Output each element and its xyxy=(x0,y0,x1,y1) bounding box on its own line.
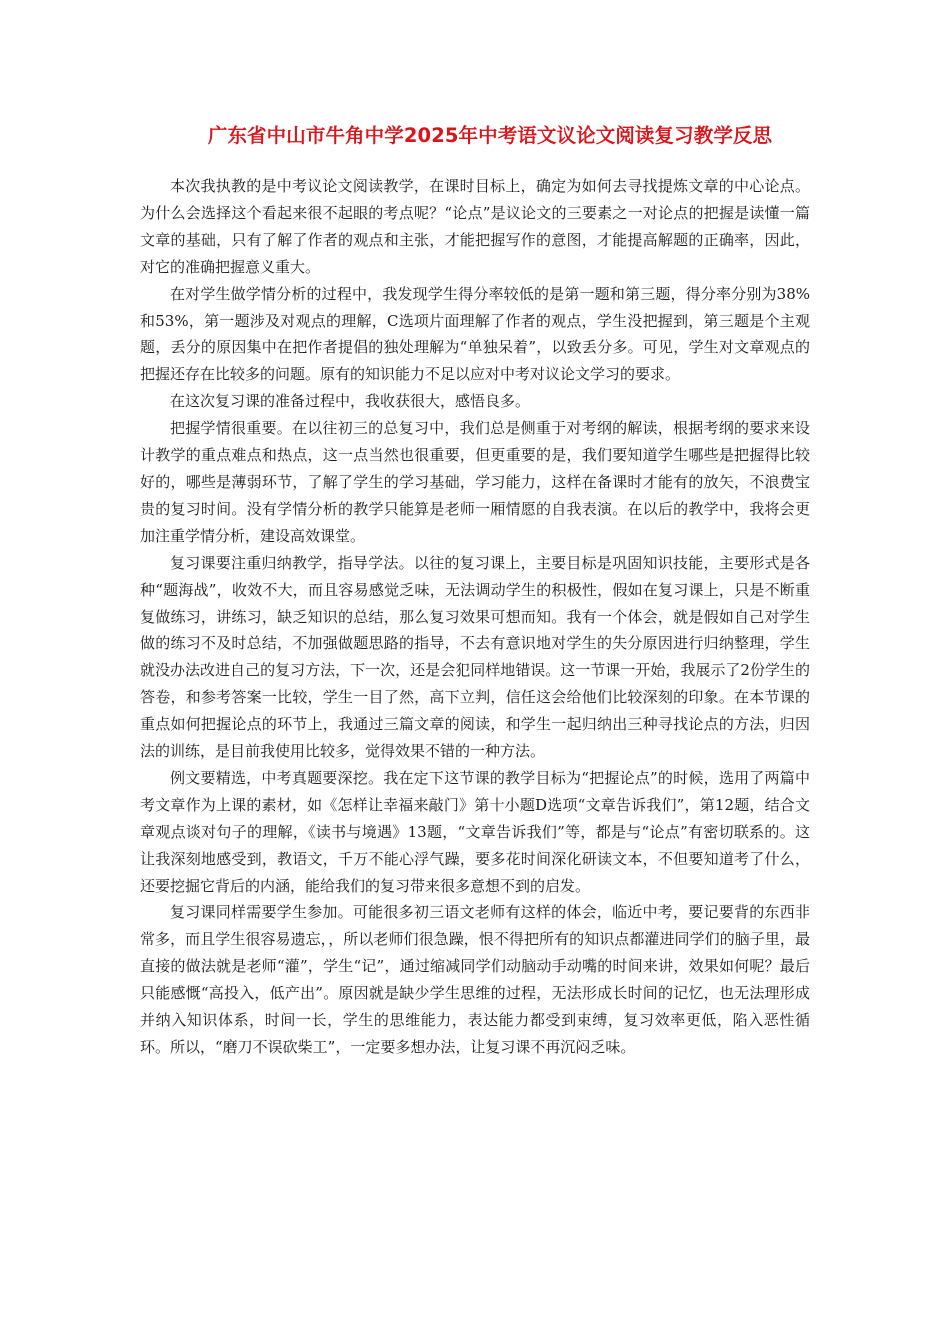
document-title: 广东省中山市牛角中学2025年中考语文议论文阅读复习教学反思 xyxy=(207,124,773,147)
paragraph-7: 复习课同样需要学生参加。可能很多初三语文老师有这样的体会，临近中考，要记要背的东西非常多，而且学生很容易遗忘，，所以老师们很急躁，恨不得把所有的知识点都灌进同学们的脑子里，最直接的做法就是老师“灌”，学生“记”，通过缩减同学们动脑动手动嘴的时间来讲，效果如何呢？最后只能感慨“高投入，低产出”。原因就是缺少学生思维的过程，无法形成长时间的记忆，也无法理形成并纳入知识体系，时间一长，学生的思维能力，表达能力都受到束缚，复习效率更低，陷入恶性循环。所以，“磨刀不误砍柴工”，一定要多想办法，让复习课不再沉闷乏味。 xyxy=(140,903,810,1056)
document-body xyxy=(140,173,810,1061)
paragraph-1: 本次我执教的是中考议论文阅读教学，在课时目标上，确定为如何去寻找提炼文章的中心论点。为什么会选择这个看起来很不起眼的考点呢？“论点”是议论文的三要素之一对论点的把握是读懂一篇文章的基础，只有了解了作者的观点和主张，才能把握写作的意图，才能提高解题的正确率，因此，对它的准确把握意义重大。 xyxy=(140,177,810,276)
paragraph-2: 在对学生做学情分析的过程中，我发现学生得分率较低的是第一题和第三题，得分率分别为38%和53%，第一题涉及对观点的理解，C选项片面理解了作者的观点，学生没把握到，第三题是个主观题，丢分的原因集中在把作者提倡的独处理解为“单独呆着”，以致丢分多。可见，学生对文章观点的把握还存在比较多的问题。原有的知识能力不足以应对中考对议论文学习的要求。 xyxy=(140,284,810,384)
paragraph-3: 在这次复习课的准备过程中，我收获很大，感悟良多。 xyxy=(170,392,531,411)
paragraph-6: 例文要精选，中考真题要深挖。我在定下这节课的教学目标为“把握论点”的时候，选用了两篇中考文章作为上课的素材，如《怎样让幸福来敲门》第十小题D选项“文章告诉我们”，第12题，结合文章观点谈对句子的理解，《读书与境遇》13题，“文章告诉我们”等，都是与“论点”有密切联系的。这让我深刻地感受到，教语文，千万不能心浮气躁，要多花时间深化研读文本，不但要知道考了什么，还要挖掘它背后的内涵，能给我们的复习带来很多意想不到的启发。 xyxy=(140,768,810,895)
paragraph-4: 把握学情很重要。在以往初三的总复习中，我们总是侧重于对考纲的解读，根据考纲的要求来设计教学的重点难点和热点，这一点当然也很重要，但更重要的是，我们要知道学生哪些是把握得比较好的，哪些是薄弱环节，了解了学生的学习基础，学习能力，这样在备课时才能有的放矢，不浪费宝贵的复习时间。没有学情分析的教学只能算是老师一厢情愿的自我表演。在以后的教学中，我将会更加注重学情分析，建设高效课堂。 xyxy=(140,419,810,545)
paragraph-5: 复习课要注重归纳教学，指导学法。以往的复习课上，主要目标是巩固知识技能，主要形式是各种“题海战”，收效不大，而且容易感觉乏味，无法调动学生的积极性，假如在复习课上，只是不断重复做练习，讲练习，缺乏知识的总结，那么复习效果可想而知。我有一个体会，就是假如自己对学生做的练习不及时总结，不加强做题思路的指导，不去有意识地对学生的失分原因进行归纳整理，学生就没办法改进自己的复习方法，下一次，还是会犯同样地错误。这一节课一开始，我展示了2份学生的答卷，和参考答案一比较，学生一目了然，高下立判，信任这会给他们比较深刻的印象。在本节课的重点如何把握论点的环节上，我通过三篇文章的阅读，和学生一起归纳出三种寻找论点的方法，归因法的训练，是目前我使用比较多，觉得效果不错的一种方法。 xyxy=(140,553,810,761)
